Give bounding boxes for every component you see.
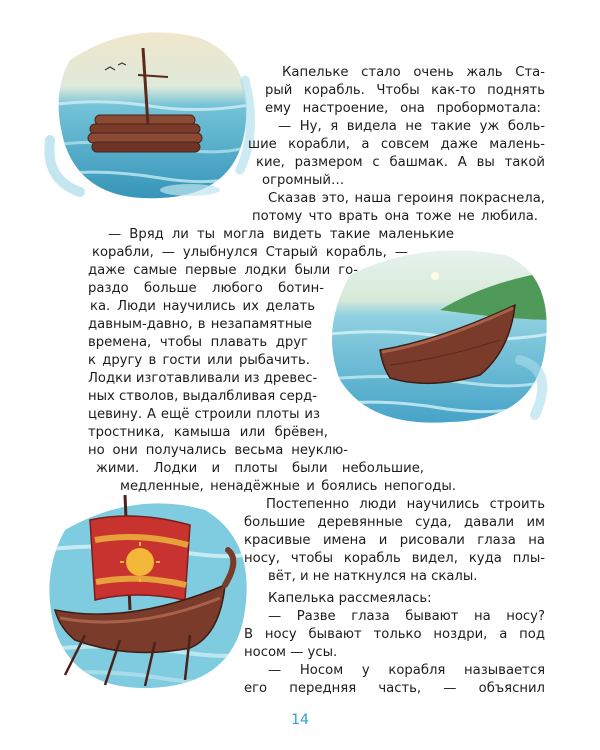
text-line: — Вряд ли ты могла видеть такие маленькие [108,227,454,242]
page-number: 14 [291,712,309,728]
text-line: цевину. А ещё строили плоты из [88,407,320,422]
text-line: красивые имена и рисовали глаза на [244,533,545,548]
text-line: Лодки изготавливали из древес- [88,371,318,386]
text-line: большие деревянные суда, давали им [244,515,545,530]
text-line: Сказав это, наша героиня покраснела, [268,191,545,206]
text-line: В носу бывают только ноздри, а под [244,627,545,642]
text-line: Постепенно люди научились строить [266,497,545,512]
text-line: шие корабли, а совсем даже малень- [248,137,545,152]
text-line: его передняя часть, — объяснил [244,681,545,696]
raft-illustration [40,20,260,210]
text-line: тростника, камыша или брёвен, [88,425,328,440]
text-line: кие, размером с башмак. А вы такой [256,155,545,170]
text-line: — Носом у корабля называется [268,663,545,678]
text-line: — Ну, я видела не такие уж боль- [278,119,545,134]
text-line: даже самые первые лодки были го- [88,263,358,278]
text-line: огромный… [262,173,345,188]
text-line: к другу в гости или рыбачить. [88,353,310,368]
text-line: — Разве глаза бывают на носу? [268,609,545,624]
text-line: ка. Люди научились их делать [90,299,315,314]
text-line: жими. Лодки и плоты были небольшие, [96,461,424,476]
text-line: потому что врать она тоже не любила. [252,209,538,224]
text-line: раздо больше любого ботин- [88,281,324,296]
text-line: медленные, ненадёжные и боялись непогоды. [120,479,456,494]
text-line: рый корабль. Чтобы как-то поднять [265,83,545,98]
text-line: времена, чтобы плавать друг [88,335,308,350]
text-line: Капельке стало очень жаль Ста- [282,65,545,80]
text-line: корабли, — улыбнулся Старый корабль, — [92,245,408,260]
text-line: носу, чтобы корабль видел, куда плы- [244,551,545,566]
text-line: но они получались весьма неуклю- [88,443,348,458]
text-line: Капелька рассмеялась: [268,591,432,606]
viking-ship-illustration [40,490,255,700]
text-line: вёт, и не наткнулся на скалы. [268,569,478,584]
text-line: давным-давно, в незапамятные [88,317,312,332]
text-line: носом — усы. [244,645,338,660]
text-line: ему настроение, она пробормотала: [265,101,541,116]
text-line: ных стволов, выдалбливая серд- [88,389,317,404]
